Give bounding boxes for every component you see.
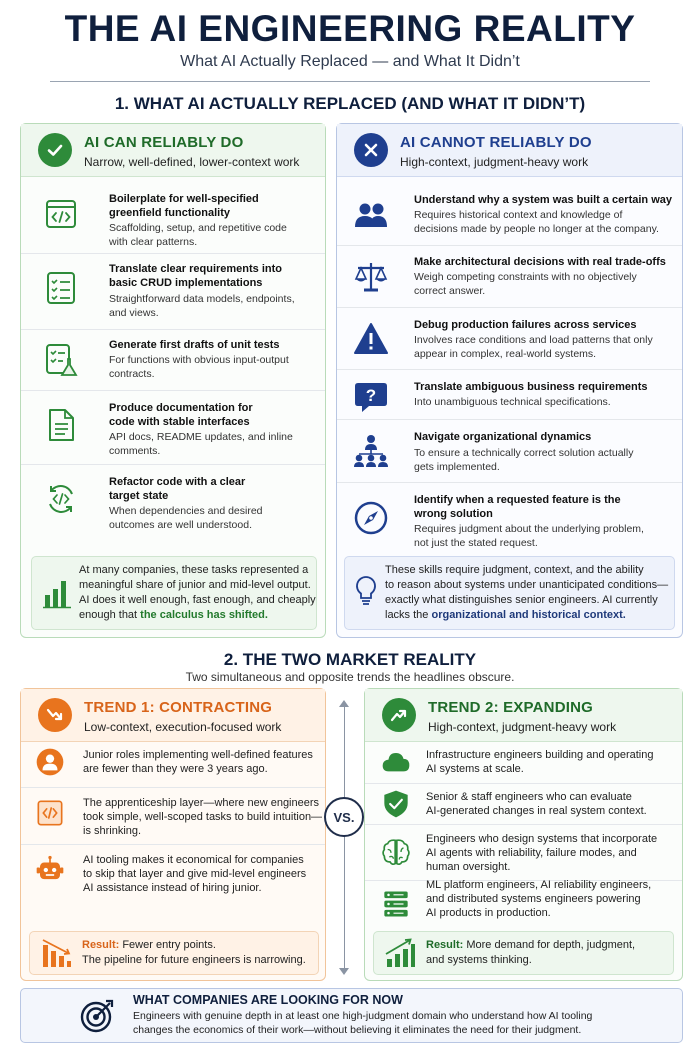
trend2-header [365, 689, 682, 742]
note-line: These skills require judgment, context, and the ability [385, 564, 644, 576]
trend2-panel [364, 688, 683, 981]
can-do-subtitle: Narrow, well-defined, lower-context work [84, 155, 300, 169]
bottom-line: Engineers with genuine depth in at least one high-judgment domain who understand how AI tooling [133, 1010, 593, 1022]
list-item [365, 825, 682, 881]
item-title: Navigate organizational dynamics [414, 431, 592, 443]
list-item [21, 742, 325, 788]
warning-icon [353, 321, 389, 357]
item-desc: Requires judgment about the underlying problem, [414, 523, 644, 535]
note-line: AI does it well enough, fast enough, and cheaply [79, 594, 316, 606]
list-item [21, 465, 325, 545]
result-line: Result: More demand for depth, judgment, [426, 939, 636, 951]
item-desc: Straightforward data models, endpoints, [109, 293, 295, 305]
bottom-line: changes the economics of their work—without believing it eliminates the need for their judgment. [133, 1024, 582, 1036]
title-divider [50, 81, 650, 82]
document-icon [43, 407, 79, 443]
item-desc: To ensure a technically correct solution actually [414, 447, 634, 459]
cloud-icon [381, 748, 411, 778]
item-desc: contracts. [109, 368, 155, 380]
result-line: Result: Fewer entry points. [82, 939, 216, 951]
brain-icon [381, 837, 411, 867]
result-line: The pipeline for future engineers is narrowing. [82, 954, 306, 966]
page-subtitle: What AI Actually Replaced — and What It Didn’t [180, 53, 520, 70]
check-circle-icon [38, 133, 72, 167]
list-item [21, 184, 325, 254]
page-title: THE AI ENGINEERING REALITY [64, 8, 636, 49]
item-desc: Scaffolding, setup, and repetitive code [109, 222, 287, 234]
item-title: Identify when a requested feature is the [414, 494, 621, 506]
item-desc: comments. [109, 445, 161, 457]
trend-line: AI tooling makes it economical for companies [83, 854, 304, 866]
checklist-icon [43, 270, 79, 306]
cannot-do-subtitle: High-context, judgment-heavy work [400, 155, 589, 169]
trend1-title: TREND 1: CONTRACTING [84, 699, 273, 716]
question-bubble-icon [353, 379, 389, 415]
robot-icon [35, 855, 65, 885]
can-do-header [21, 124, 325, 177]
trend-line: The apprenticeship layer—where new engineers [83, 797, 320, 809]
trend-line: Engineers who design systems that incorporate [426, 833, 658, 845]
cannot-do-panel [336, 123, 683, 638]
compass-icon [353, 500, 389, 536]
scales-icon [353, 259, 389, 295]
list-item [21, 845, 325, 909]
growth-bars-icon [384, 937, 416, 969]
trend1-result [29, 931, 319, 975]
list-item [21, 330, 325, 391]
people-icon [353, 197, 389, 233]
server-icon [381, 889, 411, 919]
item-desc: with clear patterns. [109, 236, 198, 248]
item-title: basic CRUD implementations [109, 277, 263, 289]
item-desc: When dependencies and desired [109, 505, 263, 517]
trend1-subtitle: Low-context, execution-focused work [84, 720, 282, 734]
section2-title: 2. THE TWO MARKET REALITY [223, 650, 477, 669]
note-line: enough that the calculus has shifted. [79, 609, 268, 621]
item-desc: decisions made by people no longer at the company. [414, 223, 659, 235]
trend1-panel [20, 688, 326, 981]
list-item [365, 742, 682, 784]
item-desc: and views. [109, 307, 159, 319]
test-flask-icon [43, 342, 79, 378]
target-icon [79, 998, 115, 1034]
code-window-icon [43, 196, 79, 232]
item-desc: For functions with obvious input-output [109, 354, 289, 366]
item-title: Debug production failures across services [414, 319, 637, 331]
item-desc: API docs, README updates, and inline [109, 431, 293, 443]
cannot-do-title: AI CANNOT RELIABLY DO [400, 134, 592, 151]
list-item [337, 420, 682, 483]
list-item [365, 784, 682, 825]
trend-line: is shrinking. [83, 825, 142, 837]
item-desc: Weigh competing constraints with no objectively [414, 271, 637, 283]
declining-bars-icon [40, 937, 72, 969]
item-title: Refactor code with a clear [109, 476, 246, 488]
x-circle-icon [354, 133, 388, 167]
trend-line: Senior & staff engineers who can evaluate [426, 791, 632, 803]
item-title: Boilerplate for well-specified [109, 193, 259, 205]
section2-subtitle: Two simultaneous and opposite trends the headlines obscure. [185, 670, 515, 684]
trend-line: and distributed systems engineers powering [426, 893, 641, 905]
trend-line: ML platform engineers, AI reliability engineers, [426, 879, 652, 891]
trend-line: Junior roles implementing well-defined features [83, 749, 313, 761]
refactor-icon [43, 481, 79, 517]
cannot-do-note [344, 556, 675, 630]
trend-line: Infrastructure engineers building and operating [426, 749, 654, 761]
bottom-banner [20, 988, 683, 1043]
list-item [337, 184, 682, 246]
code-file-icon [35, 798, 65, 828]
list-item [21, 788, 325, 845]
can-do-panel [20, 123, 326, 638]
trend1-header [21, 689, 325, 742]
list-item [337, 308, 682, 370]
note-line: exactly what distinguishes senior engineers. AI currently [385, 594, 658, 606]
bar-chart-icon [42, 573, 72, 609]
item-desc: outcomes are well understood. [109, 519, 252, 531]
item-title: greenfield functionality [109, 207, 231, 219]
list-item [337, 370, 682, 420]
can-do-note [31, 556, 317, 630]
trend-line: AI assistance instead of hiring junior. [83, 882, 262, 894]
note-line: meaningful share of junior and mid-level output. [79, 579, 311, 591]
trend-line: AI-generated changes in real system context. [426, 805, 647, 817]
trend-line: AI agents with reliability, failure modes, and [426, 847, 637, 859]
item-title: target state [109, 490, 169, 502]
item-title: Translate ambiguous business requirements [414, 381, 648, 393]
item-title: code with stable interfaces [109, 416, 250, 428]
note-highlight: the calculus has shifted. [140, 609, 268, 621]
trend-line: to skip that layer and give mid-level engineers [83, 868, 307, 880]
arrow-down-icon [339, 968, 349, 975]
svg-text:?: ? [365, 386, 377, 405]
item-desc: Into unambiguous technical specifications. [414, 396, 611, 408]
note-line: lacks the organizational and historical context. [385, 609, 626, 621]
cannot-do-header [337, 124, 682, 177]
note-highlight: organizational and historical context. [431, 609, 626, 621]
shield-check-icon [381, 789, 411, 819]
item-title: Translate clear requirements into [109, 263, 283, 275]
item-title: Understand why a system was built a certain way [414, 194, 672, 206]
trend-line: AI products in production. [426, 907, 551, 919]
trend-line: human oversight. [426, 861, 511, 873]
org-chart-icon [353, 433, 389, 469]
section1-title: 1. WHAT AI ACTUALLY REPLACED (AND WHAT IT DIDN’T) [114, 94, 586, 113]
item-desc: Requires historical context and knowledge of [414, 209, 623, 221]
result-line: and systems thinking. [426, 954, 532, 966]
item-title: Produce documentation for [109, 402, 253, 414]
trend-up-icon [382, 698, 416, 732]
can-do-title: AI CAN RELIABLY DO [84, 134, 244, 151]
item-desc: correct answer. [414, 285, 486, 297]
item-desc: appear in complex, real-world systems. [414, 348, 597, 360]
note-line: At many companies, these tasks represented a [79, 564, 309, 576]
arrow-up-icon [339, 700, 349, 707]
trend-line: AI systems at scale. [426, 763, 524, 775]
list-item [21, 391, 325, 465]
lightbulb-icon [355, 575, 377, 607]
item-desc: gets implemented. [414, 461, 500, 473]
person-icon [35, 747, 65, 777]
vs-badge: VS. [324, 797, 364, 837]
trend-line: are fewer than they were 3 years ago. [83, 763, 268, 775]
list-item [365, 881, 682, 931]
trend-line: took simple, well-scoped tasks to build intuition— [83, 811, 323, 823]
item-title: wrong solution [414, 508, 493, 520]
item-desc: Involves race conditions and load patterns that only [414, 334, 653, 346]
trend2-result [373, 931, 674, 975]
list-item [21, 254, 325, 330]
result-label: Result: [82, 939, 120, 951]
item-desc: not just the stated request. [414, 537, 538, 549]
trend-down-icon [38, 698, 72, 732]
list-item [337, 483, 682, 547]
trend2-title: TREND 2: EXPANDING [428, 699, 594, 716]
list-item [337, 246, 682, 308]
note-line: to reason about systems under unanticipated conditions— [385, 579, 669, 591]
vs-divider [344, 704, 345, 972]
item-title: Make architectural decisions with real trade-offs [414, 256, 666, 268]
item-title: Generate first drafts of unit tests [109, 339, 280, 351]
bottom-title: WHAT COMPANIES ARE LOOKING FOR NOW [133, 993, 403, 1007]
result-label: Result: [426, 939, 464, 951]
trend2-subtitle: High-context, judgment-heavy work [428, 720, 617, 734]
